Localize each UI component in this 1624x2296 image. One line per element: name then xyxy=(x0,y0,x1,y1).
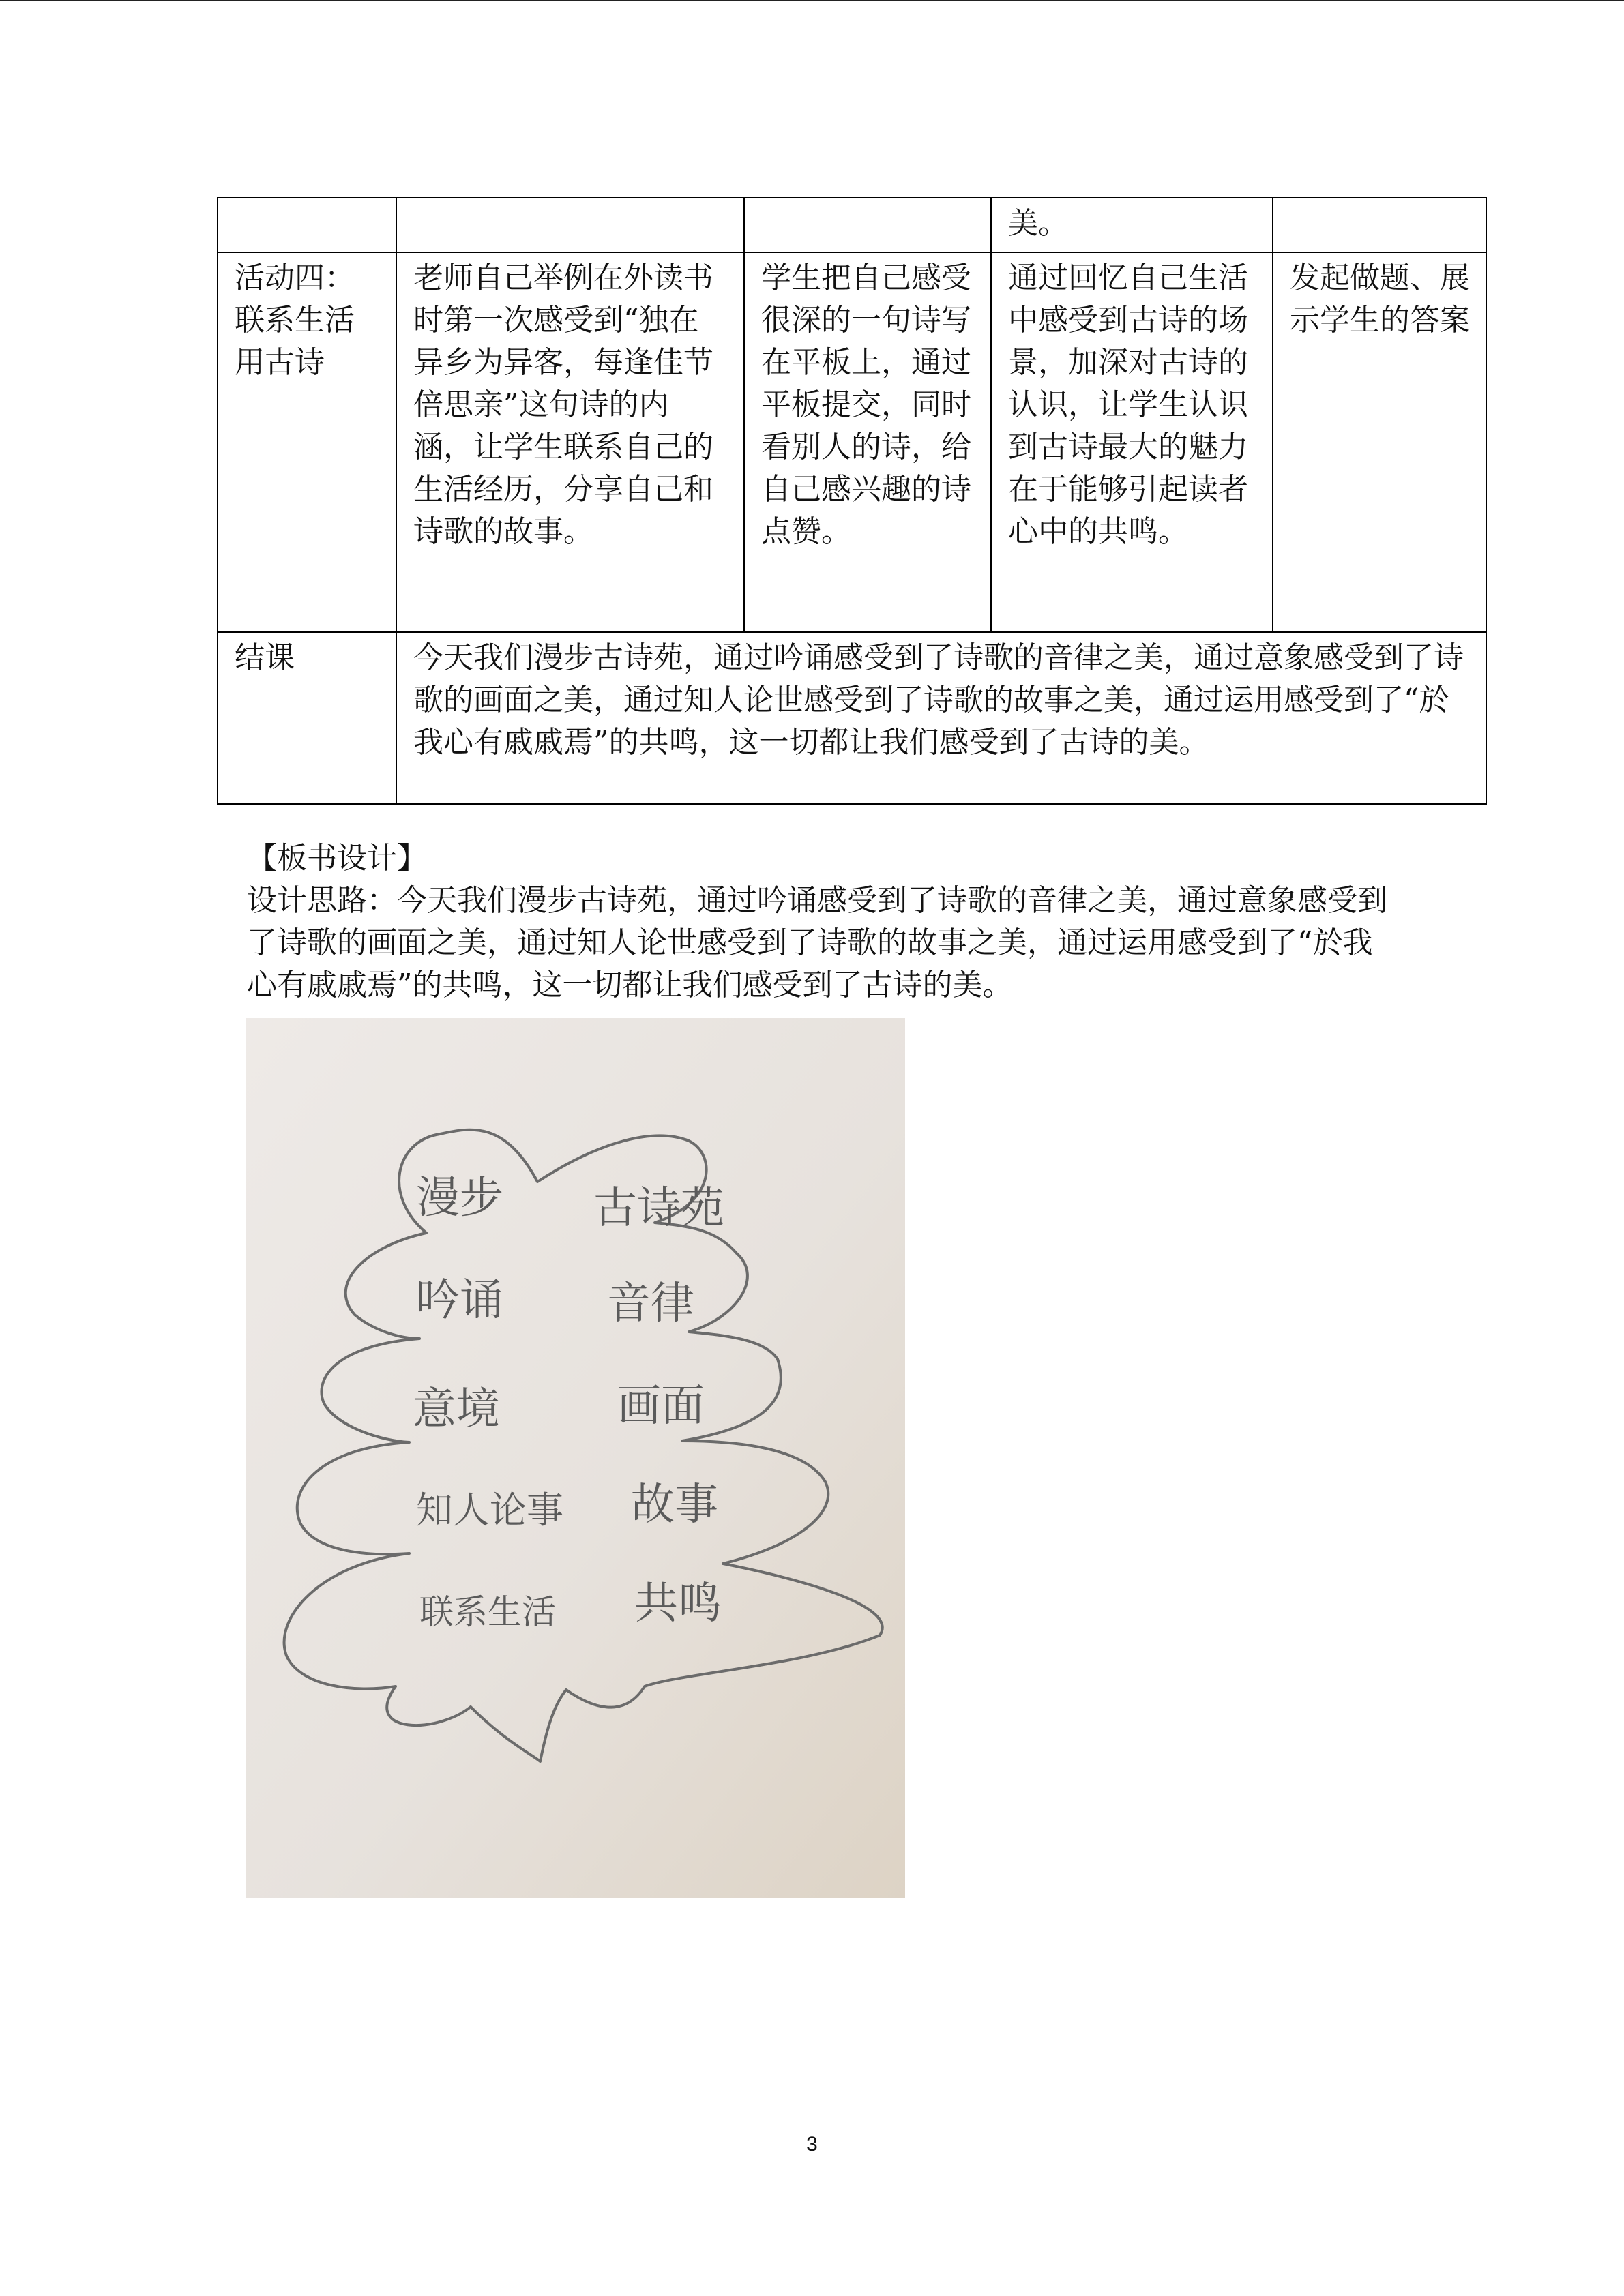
blackboard-design-photo xyxy=(246,1018,905,1898)
teacher-activity-cell: 老师自己举例在外读书时第一次感受到“独在异乡为异客，每逢佳节倍思亲”这句诗的内涵，让学生联系自己的生活经历，分享自己和诗歌的故事。 xyxy=(396,252,744,632)
page-top-rule xyxy=(0,0,1624,1)
page-number: 3 xyxy=(806,2133,818,2156)
table-cell xyxy=(1273,198,1486,252)
table-cell: 美。 xyxy=(991,198,1273,252)
table-row xyxy=(218,252,1486,632)
lesson-plan-table xyxy=(217,197,1487,805)
table-row xyxy=(218,198,1486,252)
board-word: 意境 xyxy=(413,1384,500,1435)
activity-name-cell: 活动四：联系生活用古诗 xyxy=(218,252,396,632)
design-intent-cell: 通过回忆自己生活中感受到古诗的场景，加深对古诗的认识，让学生认识到古诗最大的魅力在于能够引起读者心中的共鸣。 xyxy=(991,252,1273,632)
board-word: 漫步 xyxy=(416,1173,503,1223)
board-word: 共鸣 xyxy=(634,1579,722,1629)
board-word: 知人论事 xyxy=(416,1489,563,1532)
student-activity-cell: 学生把自己感受很深的一句诗写在平板上，通过平板提交，同时看别人的诗，给自己感兴趣的诗点赞。 xyxy=(744,252,991,632)
table-row xyxy=(218,632,1486,804)
table-cell xyxy=(218,198,396,252)
conclusion-cell: 今天我们漫步古诗苑，通过吟诵感受到了诗歌的音律之美，通过意象感受到了诗歌的画面之美，通过知人论世感受到了诗歌的故事之美，通过运用感受到了“於我心有戚戚焉”的共鸣，这一切都让我们感受到了古诗的美。 xyxy=(396,632,1486,804)
design-rationale: 设计思路：今天我们漫步古诗苑，通过吟诵感受到了诗歌的音律之美，通过意象感受到了诗歌的画面之美，通过知人论世感受到了诗歌的故事之美，通过运用感受到了“於我心有戚戚焉”的共鸣，这一切都让我们感受到了古诗的美。 xyxy=(247,883,1387,1002)
table-cell xyxy=(396,198,744,252)
board-word: 联系生活 xyxy=(419,1592,556,1632)
board-word: 音律 xyxy=(607,1279,694,1329)
tech-use-cell: 发起做题、展示学生的答案 xyxy=(1273,252,1486,632)
board-word: 故事 xyxy=(631,1480,718,1530)
section-title: 【板书设计】 xyxy=(247,841,427,876)
activity-name-cell: 结课 xyxy=(218,632,396,804)
board-word: 古诗苑 xyxy=(593,1183,724,1234)
board-word: 画面 xyxy=(617,1381,705,1431)
board-word: 吟诵 xyxy=(416,1275,503,1326)
table-cell xyxy=(744,198,991,252)
